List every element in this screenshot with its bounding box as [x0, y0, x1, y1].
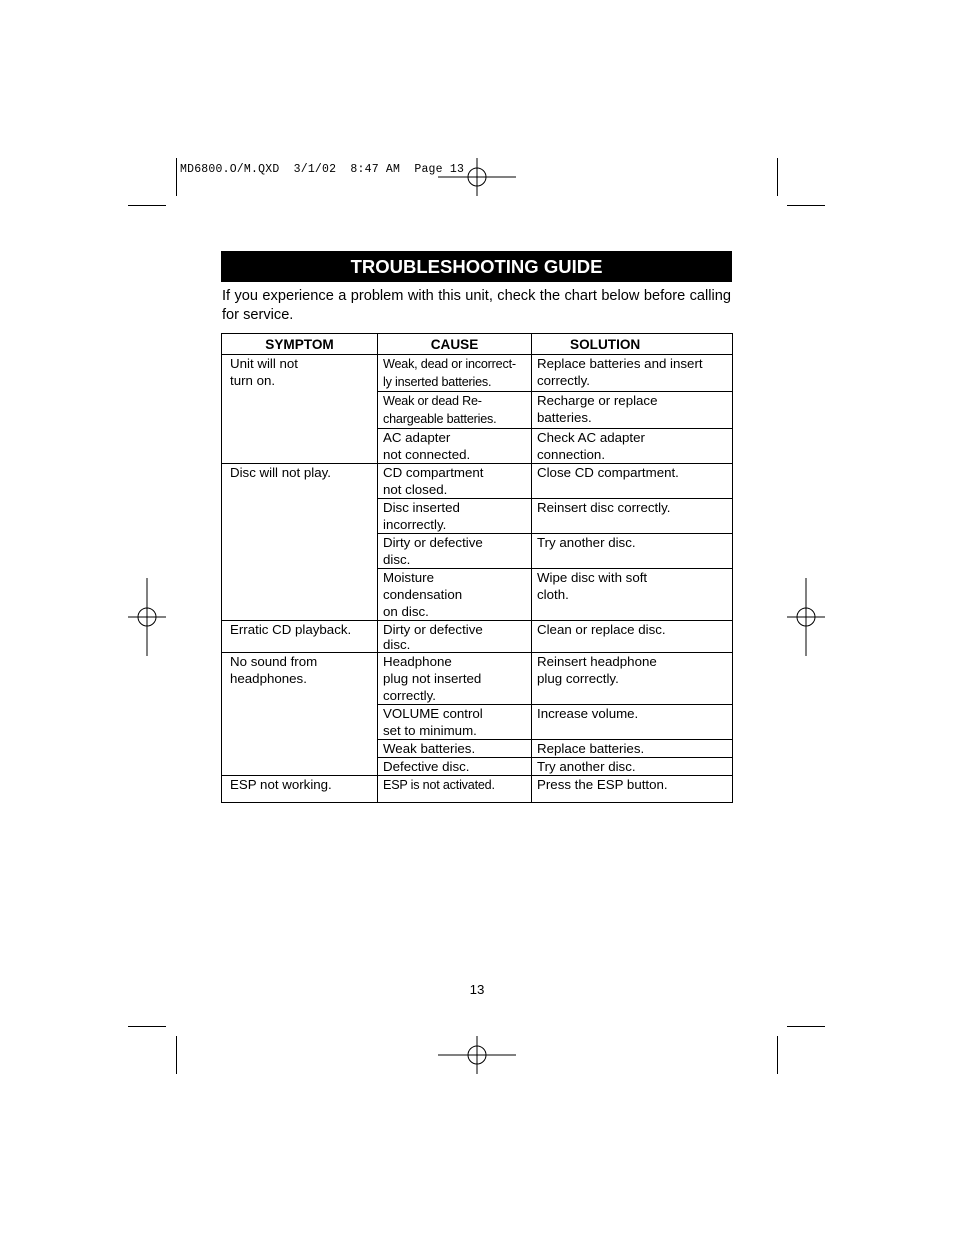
symptom-cell	[222, 653, 378, 776]
solution-text: Try another disc.	[537, 759, 636, 774]
symptom-text: Disc will not play.	[230, 465, 331, 480]
solution-cell	[532, 392, 733, 429]
solution-text: Wipe disc with soft cloth.	[537, 570, 648, 602]
solution-text: Reinsert headphone plug correctly.	[537, 654, 657, 686]
cause-cell	[378, 392, 532, 429]
solution-cell	[532, 464, 733, 499]
cause-cell	[378, 776, 532, 803]
cause-text: AC adapter not connected.	[383, 430, 471, 462]
cause-cell	[378, 653, 532, 705]
cause-cell	[378, 499, 532, 534]
solution-text: Replace batteries.	[537, 741, 645, 756]
solution-text: Close CD compartment.	[537, 465, 679, 480]
crop-mark-top-left-vertical	[176, 158, 177, 196]
solution-cell	[532, 534, 733, 569]
registration-mark-left-icon	[128, 578, 166, 656]
crop-mark-bottom-right-horizontal	[787, 1026, 825, 1027]
cause-cell	[378, 705, 532, 740]
symptom-text: Erratic CD playback.	[230, 622, 352, 637]
cause-text: Weak batteries.	[383, 741, 476, 756]
registration-mark-right-icon	[787, 578, 825, 656]
cause-cell	[378, 740, 532, 758]
crop-mark-top-right-vertical	[777, 158, 778, 196]
header-solution: SOLUTION	[532, 334, 733, 355]
symptom-text: ESP not working.	[230, 777, 332, 792]
cause-cell	[378, 758, 532, 776]
table-row	[222, 355, 733, 392]
solution-text: Increase volume.	[537, 706, 639, 721]
solution-text: Check AC adapter connection.	[537, 430, 645, 462]
solution-cell	[532, 740, 733, 758]
symptom-text: No sound from headphones.	[230, 654, 318, 686]
solution-cell	[532, 705, 733, 740]
solution-cell	[532, 569, 733, 621]
cause-cell	[378, 429, 532, 464]
solution-text: Reinsert disc correctly.	[537, 500, 671, 515]
print-slug: MD6800.O/M.QXD 3/1/02 8:47 AM Page 13	[180, 163, 465, 176]
solution-cell	[532, 776, 733, 803]
solution-cell	[532, 355, 733, 392]
cause-text: ESP is not activated.	[383, 778, 495, 792]
intro-paragraph: If you experience a problem with this unit, check the chart below before calling for service.	[222, 288, 731, 323]
solution-cell	[532, 621, 733, 653]
cause-text: Headphone plug not inserted correctly.	[383, 654, 482, 703]
crop-mark-bottom-left-vertical	[176, 1036, 177, 1074]
cause-text: Defective disc.	[383, 759, 470, 774]
section-title: TROUBLESHOOTING GUIDE	[221, 251, 732, 282]
solution-cell	[532, 499, 733, 534]
cause-text: CD compartment not closed.	[383, 465, 484, 497]
symptom-cell	[222, 464, 378, 621]
cause-cell	[378, 569, 532, 621]
symptom-cell	[222, 355, 378, 464]
cause-text: Dirty or defective disc.	[383, 535, 483, 567]
solution-text: Replace batteries and insert correctly.	[537, 356, 703, 388]
symptom-cell	[222, 621, 378, 653]
symptom-cell	[222, 776, 378, 803]
crop-mark-top-left-horizontal	[128, 205, 166, 206]
registration-mark-bottom-icon	[438, 1036, 516, 1074]
table-row	[222, 653, 733, 705]
cause-cell	[378, 621, 532, 653]
table-header-row	[222, 334, 733, 355]
solution-text: Clean or replace disc.	[537, 622, 666, 637]
registration-mark-top-icon	[438, 158, 516, 196]
solution-text: Press the ESP button.	[537, 777, 668, 792]
solution-cell	[532, 653, 733, 705]
solution-cell	[532, 429, 733, 464]
solution-cell	[532, 758, 733, 776]
cause-text: Dirty or defective disc.	[383, 622, 483, 652]
cause-cell	[378, 355, 532, 392]
crop-mark-bottom-left-horizontal	[128, 1026, 166, 1027]
header-symptom: SYMPTOM	[222, 334, 378, 355]
solution-text: Try another disc.	[537, 535, 636, 550]
header-cause: CAUSE	[378, 334, 532, 355]
cause-text: Moisture condensation on disc.	[383, 570, 463, 619]
cause-text: Disc inserted incorrectly.	[383, 500, 460, 532]
solution-text: Recharge or replace batteries.	[537, 393, 658, 425]
troubleshooting-table	[221, 333, 733, 803]
table-row	[222, 776, 733, 803]
table-row	[222, 464, 733, 499]
cause-text: Weak, dead or incorrect- ly inserted batteries.	[383, 357, 516, 389]
page-number: 13	[469, 982, 485, 997]
table-row	[222, 621, 733, 653]
cause-text: Weak or dead Re- chargeable batteries.	[383, 394, 497, 426]
cause-cell	[378, 534, 532, 569]
cause-cell	[378, 464, 532, 499]
cause-text: VOLUME control set to minimum.	[383, 706, 483, 738]
crop-mark-bottom-right-vertical	[777, 1036, 778, 1074]
crop-mark-top-right-horizontal	[787, 205, 825, 206]
symptom-text: Unit will not turn on.	[230, 356, 298, 388]
